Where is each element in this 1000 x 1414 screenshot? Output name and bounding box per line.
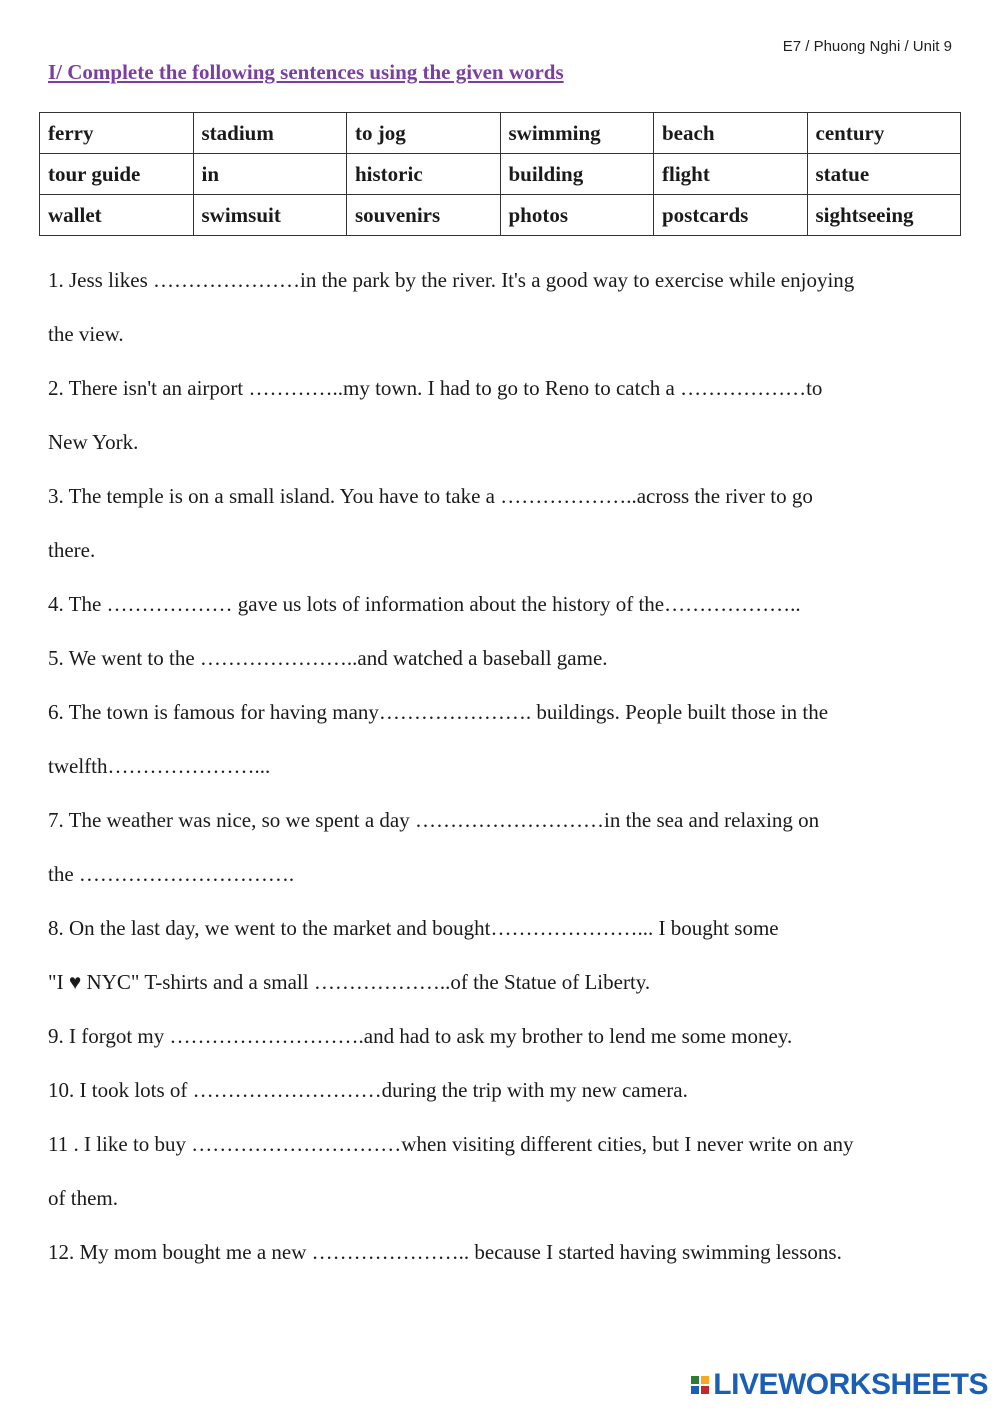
question-line: the view. bbox=[48, 322, 124, 346]
table-row bbox=[40, 195, 961, 236]
word-cell: statue bbox=[807, 154, 961, 195]
question-line: New York. bbox=[48, 430, 139, 454]
word-cell: stadium bbox=[193, 113, 347, 154]
word-bank-table bbox=[39, 112, 961, 236]
logo-grid-icon bbox=[691, 1376, 709, 1394]
logo-square bbox=[701, 1376, 709, 1384]
word-cell: historic bbox=[347, 154, 501, 195]
question-line: 3. The temple is on a small island. You have to take a ………………..across the river to go bbox=[48, 484, 813, 508]
question-line: 5. We went to the …………………..and watched a baseball game. bbox=[48, 646, 608, 670]
question-line: 1. Jess likes …………………in the park by the river. It's a good way to exercise while enjoying bbox=[48, 268, 855, 292]
word-cell: souvenirs bbox=[347, 195, 501, 236]
question-line: "I ♥ NYC" T-shirts and a small ………………..of the Statue of Liberty. bbox=[48, 970, 651, 994]
word-cell: sightseeing bbox=[807, 195, 961, 236]
liveworksheets-logo[interactable] bbox=[691, 1368, 988, 1402]
table-row bbox=[40, 113, 961, 154]
logo-square bbox=[701, 1386, 709, 1394]
question-line: there. bbox=[48, 538, 96, 562]
word-cell: building bbox=[500, 154, 654, 195]
logo-square bbox=[691, 1376, 699, 1384]
word-cell: ferry bbox=[40, 113, 194, 154]
word-cell: postcards bbox=[654, 195, 808, 236]
word-cell: swimming bbox=[500, 113, 654, 154]
question-line: 10. I took lots of ………………………during the trip with my new camera. bbox=[48, 1078, 688, 1102]
question-line: 8. On the last day, we went to the market and bought…………………... I bought some bbox=[48, 916, 779, 940]
question-line: 7. The weather was nice, so we spent a day ………………………in the sea and relaxing on bbox=[48, 808, 820, 832]
word-cell: flight bbox=[654, 154, 808, 195]
section-title: I/ Complete the following sentences using the given words bbox=[48, 60, 564, 84]
logo-text: LIVEWORKSHEETS bbox=[713, 1368, 988, 1401]
question-line: 11 . I like to buy …………………………when visiting different cities, but I never write on any bbox=[48, 1132, 854, 1156]
header-meta: E7 / Phuong Nghi / Unit 9 bbox=[782, 38, 952, 55]
word-cell: tour guide bbox=[40, 154, 194, 195]
question-list bbox=[48, 253, 958, 1279]
question-line: 2. There isn't an airport …………..my town. I had to go to Reno to catch a ………………to bbox=[48, 376, 823, 400]
question-line: 6. The town is famous for having many…………………. buildings. People built those in the bbox=[48, 700, 829, 724]
word-cell: to jog bbox=[347, 113, 501, 154]
word-cell: in bbox=[193, 154, 347, 195]
question-line: of them. bbox=[48, 1186, 118, 1210]
word-cell: swimsuit bbox=[193, 195, 347, 236]
question-line: 4. The ……………… gave us lots of information about the history of the……………….. bbox=[48, 592, 801, 616]
question-line: twelfth…………………... bbox=[48, 754, 271, 778]
word-cell: century bbox=[807, 113, 961, 154]
logo-square bbox=[691, 1386, 699, 1394]
question-line: 9. I forgot my ……………………….and had to ask my brother to lend me some money. bbox=[48, 1024, 793, 1048]
word-cell: wallet bbox=[40, 195, 194, 236]
word-cell: beach bbox=[654, 113, 808, 154]
word-cell: photos bbox=[500, 195, 654, 236]
question-line: the …………………………. bbox=[48, 862, 295, 886]
table-row bbox=[40, 154, 961, 195]
question-line: 12. My mom bought me a new ………………….. because I started having swimming lessons. bbox=[48, 1240, 842, 1264]
